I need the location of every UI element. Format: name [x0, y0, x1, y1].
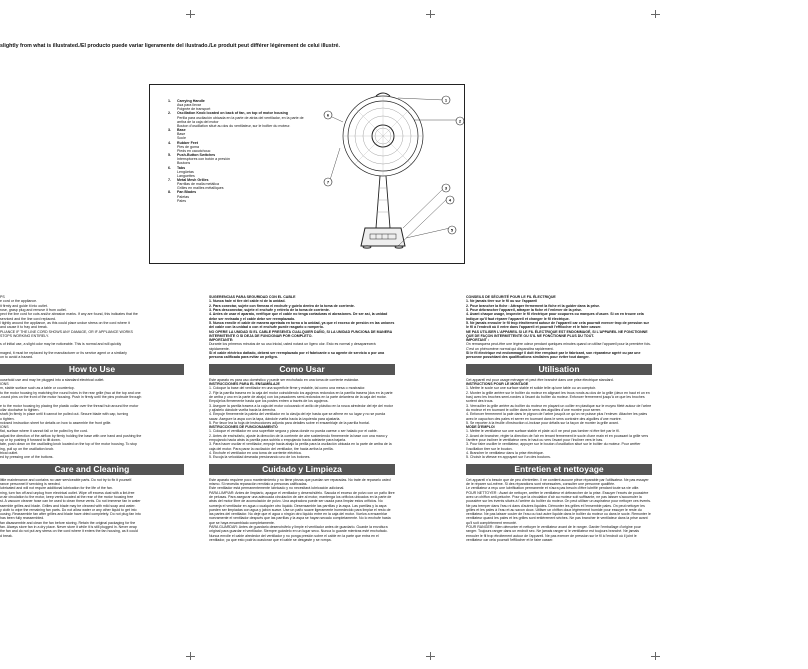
callout-7: 7	[326, 179, 330, 185]
french-care	[466, 478, 652, 543]
text-line: Si el cable eléctrico dañado, deberá ser reemplazado por el fabricante o su agente de servicio o por una persona calificada para evitar un peligro.	[209, 351, 385, 360]
part-number: 2.	[168, 111, 171, 116]
french-safety	[466, 295, 652, 360]
text-line: Durante los primeros minutos de su uso inicial, usted notará un ligero olor. Esto es normal y desaparecerá rápidamente.	[209, 342, 376, 351]
part-number: 8.	[168, 190, 171, 195]
part-text	[177, 166, 308, 178]
text-line: STOPS WORKING ENTIRELY.	[0, 333, 49, 338]
callout-6: 6	[326, 112, 330, 118]
text-line: 2. Monter la grille arrière sur le boîtier du moteur en alignant les trous ronds au dos de la grille (deux en haut et un en bas) avec les broches semi-rondes à l'avant du boîtier du moteur. Enfoncer fermement jusqu'à ce que les broches sortent des trous.	[466, 390, 650, 404]
text-line: 1. Ne jamais tirer sur le fil ou sur l'appareil	[466, 299, 538, 304]
part-text	[177, 178, 308, 190]
text-line: IMPORTANT :	[466, 338, 489, 343]
spanish-care	[209, 478, 395, 543]
text-line: On remarquera peut-être une légère odeur pendant quelques minutes quand on utilise l'appareil pour la première fois. C'est un phénomène normal qui disparaîtra rapidement.	[466, 342, 651, 351]
text-line: INSTRUCCIONES PARA EL ENSAMBLAJE	[209, 382, 280, 386]
text-line: it firmly and guide it into outlet.	[0, 303, 48, 308]
text-line: 3. Pour débrancher l'appareil, attraper la fiche et l'enlever de la prise.	[466, 307, 583, 312]
part-item	[168, 141, 308, 153]
part-title: Fan Blades	[177, 190, 197, 195]
text-line: maged, it must be replaced by the manufacturer or its service agent or a similarly	[0, 351, 127, 356]
text-line: little maintenance and contains no user serviceable parts. Do not try to fix it yourself.	[0, 477, 133, 482]
callout-1: 1	[444, 97, 448, 103]
text-line: ed by pressing one of the buttons.	[0, 455, 54, 460]
text-line: nclosed instruction sheet for details on how to assemble the front grille.	[0, 420, 112, 425]
callout-3: 3	[444, 185, 448, 191]
part-number: 6.	[168, 165, 171, 170]
part-item	[168, 111, 308, 128]
text-line: Cet appareil est pour usage ménager et peut être branché dans une prise électrique standard.	[466, 377, 614, 382]
text-line: 4. Enfoncer fermement la pale dans le pignon de l'arbre jusqu'à ce qu'on ne puisse plus l'enlever. Attacher les pales avec le capuchon des pales et serrer en tournant dans le sens contraire des aiguilles d'une montre.	[466, 412, 648, 421]
text-line: 2. Pour brancher la fiche : Attraper fermement la fiche et la guider dans la prise.	[466, 303, 601, 308]
part-item	[168, 153, 308, 165]
text-line: 1. Coloque la base del ventilador en una superficie firme y estable, tal como una mesa o mostrador.	[209, 386, 366, 391]
english-care	[0, 478, 184, 538]
fan-handle	[376, 93, 390, 96]
part-translation: Base Socle	[177, 132, 186, 141]
part-text	[177, 190, 308, 202]
text-line: lubricated and will not require additional lubrication for the life of the fan.	[0, 486, 113, 491]
part-text	[177, 128, 308, 140]
variation-note: slightly from what is illustrated./El producto puede variar ligeramente del ilustrado./Le produit peut différer légèrement de celui illustré.	[0, 43, 340, 49]
text-line: has been fully reassembled.	[0, 516, 45, 521]
text-line: 4. Empuje firmemente la paleta del ventilador en la clavija del eje hasta que se afirme en su lugar y no se pueda sacar. Asegure la aspa con la tapa, dándole vuelta hacia la izquierda para ajustarla.	[209, 412, 386, 421]
care-cleaning-banner: Care and Cleaning	[0, 464, 184, 475]
part-translation: Paletas Pales	[177, 194, 189, 203]
part-translation: Perilla para oscilación ubicada en la parte de atrás del ventilador, en la parte de arriba de la caja del motor Bouton d'oscillation situé au dos du ventilateur, sur le boîtier du moteur.	[177, 115, 304, 128]
crop-mark	[651, 656, 660, 657]
text-line: the fan and do not put any stress on the cord where it enters the fan housing, as it could	[0, 529, 138, 534]
text-line: ollar clockwise to tighten.	[0, 407, 40, 412]
english-how-to-use	[0, 378, 184, 460]
text-line: flat, surface where it cannot fall or be pulled by the cord.	[0, 429, 88, 434]
text-line: ing, pull up on the oscillation knob.	[0, 446, 55, 451]
text-line: POUR NETTOYER : Avant de nettoyer, arrêter le ventilateur et débrancher de la prise. Essuyer l'excès de poussière avec un chiffon anti-peluche. Pour que la circulation d'air au moteur soit suffisante, ne pas laisser s'accumuler la poussière sur les évents situés à l'arrière du boîtier du moteur. On peut utiliser un aspirateur pour nettoyer ces évents. Ne pas tremper dans l'eau ni dans d'autres liquides. Démonter les grilles et l'ensemble pales. On peut nettoyer les grilles et les pales à l'eau et au savon doux. Utiliser un chiffon doux légèrement humide pour essuyer le reste du ventilateur. Ne pas laisser couler de l'eau ou tout autre liquide dans le boîtier du moteur ou dans le socle. Remonter le ventilateur quand les pales et les grilles sont entièrement sèches. Ne pas brancher le ventilateur dans la prise avant qu'il soit complètement remonté.	[466, 490, 652, 525]
text-line: SUGERENCIAS PARA SEGURIDAD CON EL CABLE	[209, 295, 296, 299]
fan-rubber-foot	[363, 246, 371, 249]
text-line: s of initial use, a slight odor may be noticeable. This is normal and will quickly	[0, 342, 122, 347]
callout-5: 5	[450, 227, 454, 233]
text-line: 5. Por favor lea la hoja de instrucciones adjunta para detalles sobre el ensamblaje de la parrilla frontal.	[209, 420, 370, 425]
text-line: IONS	[0, 382, 9, 386]
text-line: 4. Brancher le ventilateur dans la prise électrique.	[466, 451, 544, 455]
text-line: and cause it to fray and break.	[0, 325, 48, 330]
crop-mark	[186, 656, 195, 657]
text-line: 1. Mettre le socle sur une surface stable et solide telle qu'une table ou un comptoir.	[466, 386, 597, 391]
text-line: up or by pushing it forward to tilt down.	[0, 438, 61, 443]
text-line: Este aparato es para uso doméstico y puede ser enchufado en una toma de corriente estándar.	[209, 377, 359, 382]
text-line: PARA LIMPIAR: Antes de limpiarlo, apague el ventilador y desenchúfelo. Sacuda el exceso de polvo con un paño libre de pelusas. Para asegurar una adecuada circulación de aire al motor, mantenga los orificios ubicados en la parte de atrás del motor libre de acumulación de polvo. Una aspiradora puede ser usada para limpiar estos orificios. No sumerja el ventilador en agua o cualquier otro líquido. Desensamble las parrillas y la aspa. Las parrillas y la aspa pueden ser limpiadas con agua y jabón suave. Use un paño suave ligeramente humedecido para limpiar el resto de las partes del ventilador. No deje que el agua o ningún otro líquido entre en la caja del motor. Vuelva a ensamblar nuevamente el ventilador después que las parrillas y la aspa se hayan secado completamente. No lo enchufe hasta que se haya ensamblado completamente.	[209, 490, 395, 525]
fan-illustration	[318, 88, 468, 260]
text-line: rose, grasp plug and remove it from outlet.	[0, 307, 67, 312]
part-title: Base	[177, 128, 186, 133]
como-usar-banner: Como Usar	[209, 364, 395, 375]
text-line: 2. Fije la parrilla trasera en la caja del motor coincidiendo los agujeros redondos en la parrilla trasera (dos en la parte de arriba y uno en la parte de abajo) con los pasadores semi-redondos en la parte delantera de la caja del motor. Empújelos firmemente hasta que los postes entren a través de los agujeros.	[209, 390, 393, 404]
text-line: 3. Verrouiller la grille arrière au boîtier du moteur en plaçant un collier en plastique sur le moyeu fileté autour de l'arbre du moteur et en tournant le collier dans le sens des aiguilles d'une montre pour serrer.	[466, 403, 652, 412]
text-line: 3. Para hacer oscilar el ventilador, empuje hacia abajo la perilla para la oscilación ubicada en la parte de arriba de la caja del motor. Para parar la oscilación del ventilador, tire hacia arriba la perilla.	[209, 442, 392, 451]
text-line: st. A vacuum cleaner hose can be used to clean these vents. Do not immerse fan in water	[0, 499, 141, 504]
part-number: 5.	[168, 153, 171, 158]
text-line: 1. Coloque el ventilador en una superficie segura y plana donde no pueda caerse o ser halado por el cable.	[209, 429, 378, 434]
text-line: CONSEILS DE SÉCURITÉ POUR LE FIL ÉLECTRIQUE	[466, 295, 556, 299]
english-safety	[0, 295, 184, 360]
text-line: 5. Se reporter à la feuille d'instruction ci-incluse pour détails sur la façon de monter la grille avant.	[466, 420, 619, 425]
text-line: POUR RANGER : Bien démonter et nettoyer le ventilateur avant de le ranger. Garder l'emballage d'origine pour ranger. Toujours ranger dans un endroit sec. Ne jamais ranger si le ventilateur est toujours branché. Ne jamais enrouler le fil trop étroitement autour de l'appareil. Ne pas exercer de pression sur le fil à l'endroit où il joint le ventilateur car cela pourrait l'effilocher et le faire casser.	[466, 525, 641, 542]
text-line: NE PAS UTILISER L'APPAREIL SI LE FIL ÉLECTRIQUE EST ENDOMMAGÉ, SI L'APPAREIL NE FONCTIONNE QUE DE FAÇON INTERMITTENTE OU S'IL NE FONCTIONNE PLUS DU TOUT.	[466, 329, 648, 338]
text-line: NO OPERE LA UNIDAD SI EL CABLE PRESENTA CUALQUIER DAÑO, SI LA UNIDAD FUNCIONA DE MANERA INTERMITENTE O SI DEJA DE FUNCIONAR POR COMPLETO.	[209, 329, 393, 338]
callout-4: 4	[448, 197, 452, 203]
text-line: 5. Escoja la velocidad deseada presionando uno de los botones.	[209, 455, 311, 460]
text-line: e cord or the appliance.	[0, 299, 38, 304]
spanish-safety	[209, 295, 395, 360]
text-line: 5. Ne jamais enrouler le fil trop étroitement autour de l'appareil car cela pourrait exercer trop de pression sur le fil à l'endroit où il entre dans l'appareil et pourrait l'effilocher et le faire casser.	[466, 320, 649, 330]
part-title: Rubber Feet	[177, 140, 198, 145]
text-line: IMPORTANTE:	[209, 338, 234, 343]
text-line: PS	[0, 295, 5, 299]
text-line: serviced and the line cord replaced.	[0, 316, 56, 321]
text-line: shaft (in firmly in place until it cannot be pulled out. Secure blade with cap, turning	[0, 412, 129, 417]
text-line: Este aparato requiere poco mantenimiento y no tiene piezas que puedan ser reparadas. No trate de repararlo usted mismo. Si necesita reparación remítalo a personas calificadas.	[209, 477, 391, 486]
how-to-use-banner: How to Use	[0, 364, 184, 375]
part-translation: Asa para llevar Poignée de transport	[177, 103, 211, 112]
text-line: 2. Para conectar, sujete con firmeza el enchufe y guíelo dentro de la toma de corriente.	[209, 303, 355, 308]
part-translation: Parrillas de malla metálica Grilles en mailles métalliques	[177, 182, 224, 191]
utilisation-banner: Utilisation	[466, 364, 652, 375]
crop-mark	[186, 14, 195, 15]
part-number: 7.	[168, 177, 171, 182]
text-line: 4. Antes de usar el aparato, verifique que el cable no tenga cortaduras ni abrasiones. De ser así, la unidad debe ser revisada y el cable debe ser reemplazado.	[209, 312, 388, 321]
part-item	[168, 128, 308, 140]
text-line: PARA GUARDAR: Antes de guardarlo desenchúfelo y limpie el ventilador antes de guardarlo. Guarde la envoltura original para guardar el ventilador. Siempre guárdelo en un lugar seco. Nunca lo guarde mientras esté enchufado. Nunca enrolle el cable alrededor del ventilador y no ponga presión sobre el cable en la parte que entra en el ventilador, ya que esto podría ocasionar que el cable se desgaste y se rompa.	[209, 525, 388, 542]
text-line: y cloth to wipe the remaining fan parts. Do not allow water or any other liquid to get into	[0, 507, 137, 512]
part-title: Oscillation Knob located on back of fan, on top of motor housing	[177, 111, 289, 116]
text-line: INSTRUCCIONES DE FUNCIONAMIENTO	[209, 425, 278, 430]
part-text	[177, 153, 308, 165]
part-translation: Interruptores con botón a presión Boutons	[177, 157, 230, 166]
fan-base	[361, 228, 405, 246]
text-line: Si le fil électrique est endommagé il doit être remplacé par le fabricant, son réparateur agréé ou par une personne possédant des qualifications similaires pour éviter tout danger.	[466, 351, 641, 360]
entretien-banner: Entretien et nettoyage	[466, 464, 652, 475]
text-line: on to avoid a hazard.	[0, 355, 34, 360]
text-line: rance personnel if servicing is needed.	[0, 481, 61, 486]
part-text	[177, 111, 308, 128]
text-line: INSTRUCTIONS POUR LE MONTAGE	[466, 382, 529, 386]
text-line: 3. Asegure la parrilla trasera a la caja del motor colocando el anillo de plástico en la rosca alrededor del eje del motor y ajústelo dándole vuelta hacia la derecha.	[209, 403, 393, 412]
fan-stand	[376, 176, 390, 228]
callout-2: 2	[458, 118, 462, 124]
text-line: pect the line cord for cuts and/or abrasion marks. If any are found, this indicates that the	[0, 312, 138, 317]
crop-mark	[426, 14, 435, 15]
text-line: l tightly around the appliance, as this could place undue stress on the cord where it	[0, 320, 130, 325]
text-line: Le ventilateur a reçu une lubrification permanente et n'aura pas besoin d'être lubrifié pendant toute sa vie utile.	[466, 486, 640, 491]
text-line: Este ventilador está permanentemente lubricado y no necesitará lubricación adicional.	[209, 486, 345, 491]
part-translation: Lengüetas Languettes	[177, 169, 195, 178]
text-line: 5. Nunca enrolle el cable de manera apretada en torno a la unidad, ya que el exceso de presión en las uniones del cable con la unidad o con el enchufe puede rasgarlo o romperlo.	[209, 320, 395, 330]
text-line: 2. Avant de brancher, régler la direction de l'air en tenant fermement le socle d'une main et en poussant la grille vers l'arrière pour incliner le ventilateur vers le haut ou vers l'avant pour l'incliner vers le bas.	[466, 433, 649, 443]
english-column	[0, 295, 184, 538]
text-line: -round pins on the front of the motor housing. Push in firmly until the pins protrude through	[0, 394, 142, 399]
text-line: Cet appareil n'a besoin que de peu d'entretien. Il ne contient aucune pièce réparable par l'utilisateur. Ne pas essayer de le réparer soi-même. Si des réparations sont nécessaires, consulter une personne qualifiée.	[466, 477, 649, 486]
text-line: e to the motor housing by placing the plastic collar over the thread hub around the motor	[0, 403, 139, 408]
part-number: 1.	[168, 99, 171, 103]
text-line: MODE D'EMPLOI	[466, 425, 495, 430]
text-line: IONS	[0, 425, 9, 430]
text-line: d break.	[0, 533, 13, 538]
callout-group	[324, 96, 464, 234]
text-line: adjust the direction of the airflow by firmly holding the base with one hand and pushing the	[0, 433, 142, 438]
text-line: o tighten.	[0, 416, 15, 421]
text-line: 5. Choisir la vitesse en appuyant sur l'un des boutons.	[466, 455, 551, 460]
crop-mark	[651, 14, 660, 15]
part-item	[168, 166, 308, 178]
parts-list	[168, 99, 308, 203]
part-item	[168, 99, 308, 111]
text-line: m, stable surface such as a table or countertop.	[0, 386, 75, 391]
text-line: fan. Always store fan in a dry place. Never store it while it is still plugged in. Never wrap	[0, 525, 137, 530]
part-title: Metal Mesh Grilles	[177, 177, 209, 182]
text-line: ning, turn fan off and unplug from electrical outlet. Wipe off excess dust with a lint-free	[0, 490, 135, 495]
part-title: Tabs	[177, 165, 186, 170]
text-line: tate, push down on the oscillating knob located on the top of the motor housing. To stop	[0, 442, 137, 447]
part-item	[168, 178, 308, 190]
part-title: Carrying Handle	[177, 99, 205, 103]
part-text	[177, 141, 308, 153]
part-number: 4.	[168, 140, 171, 145]
crop-mark	[426, 656, 435, 657]
text-line: 2. Antes de enchufarlo, ajuste la dirección de la corriente de aire sosteniendo firmemente la base con una mano y empujando hacia atrás la parrilla para subirla o empujando hacia adelante para bajarla.	[209, 433, 388, 443]
text-line: 3. Para desconectar, sujete el enchufe y retírelo de la toma de corriente.	[209, 307, 330, 312]
text-line: w air circulation to the motor, keep vents located at the rear of the motor housing free	[0, 494, 134, 499]
text-line: ssemble grilles and blade. Grilles and blade may be cleaned with mild soap and water.	[0, 503, 136, 508]
text-line: ousehold use and may be plugged into a standard electrical outlet.	[0, 377, 105, 382]
cuidado-limpieza-banner: Cuidado y Limpieza	[209, 464, 395, 475]
text-line: to the motor housing by matching the round holes in the rear grille (two at the top and one	[0, 390, 141, 395]
text-line: fan disassemble and clean the fan before storing. Retain the original packaging for the	[0, 520, 136, 525]
french-how-to-use	[466, 378, 652, 460]
spanish-column	[209, 295, 395, 542]
text-line: 3. Pour faire osciller le ventilateur, appuyer sur le bouton d'oscillation situé sur le boîtier du moteur. Pour arrêter l'oscillation tirer sur le bouton.	[466, 442, 641, 451]
text-line: 1. Nunca hale ni tire del cable ni de la unidad.	[209, 299, 286, 304]
part-item	[168, 190, 308, 202]
text-line: trical outlet.	[0, 451, 19, 455]
text-line: PLIANCE IF THE LINE CORD SHOWS ANY DAMAGE, OR IF APPLIANCE WORKS	[0, 329, 133, 334]
part-title: Push-Button Switches	[177, 153, 216, 158]
text-line: ousing. Reassemble fan after grilles and blade have dried completely. Do not plug fan into	[0, 512, 141, 517]
text-line: 1. Mettre le ventilateur sur une surface stable et plate où il ne peut pas tomber ni être tiré par le fil.	[466, 429, 620, 434]
part-text	[177, 99, 308, 111]
part-translation: Pies de goma Pieds en caoutchouc	[177, 144, 211, 153]
french-column	[466, 295, 652, 542]
spanish-how-to-use	[209, 378, 395, 460]
text-line: 4. Avant chaque usage, inspecter le fil électrique pour coupures ou marques d'usure. Si on en trouve cela indique qu'il faut réparer l'appareil et changer le fil électrique.	[466, 312, 644, 321]
part-number: 3.	[168, 128, 171, 133]
text-line: 4. Enchufe el ventilador en una toma de corriente eléctrica.	[209, 451, 302, 455]
